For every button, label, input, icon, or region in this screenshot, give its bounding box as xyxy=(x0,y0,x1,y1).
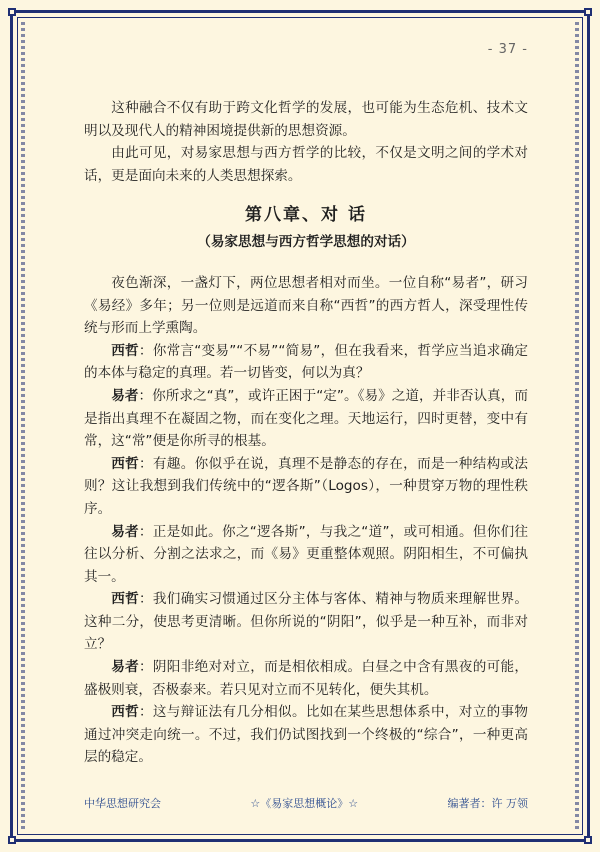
dialogue-text: ：有趣。你似乎在说，真理不是静态的存在，而是一种结构或法则？这让我想到我们传统中的“逻各斯”（Logos），一种贯穿万物的理性秩序。 xyxy=(84,455,529,517)
dialogue-text: ：正是如此。你之“逻各斯”，与我之“道”，或可相通。但你们往往以分析、分割之法求之，而《易》更重整体观照。阴阳相生，不可偏执其一。 xyxy=(84,523,529,585)
dialogue-text: ：你常言“变易”“不易”“简易”，但在我看来，哲学应当追求确定的本体与稳定的真理。若一切皆变，何以为真？ xyxy=(84,342,529,382)
dialogue-line xyxy=(84,385,528,453)
page-content xyxy=(84,97,528,769)
dialogue-text: ：我们确实习惯通过区分主体与客体、精神与物质来理解世界。这种二分，使思考更清晰。但你所说的“阴阳”，似乎是一种互补，而非对立？ xyxy=(84,591,529,653)
page-number: - 37 - xyxy=(487,42,528,57)
intro-paragraph-1: 这种融合不仅有助于跨文化哲学的发展，也可能为生态危机、技术文明以及现代人的精神困境提供新的思想资源。 xyxy=(84,100,528,139)
footer-author: 编著者：许 万领 xyxy=(447,797,528,810)
dialogue-line xyxy=(84,588,528,656)
dialogue-line xyxy=(84,340,528,385)
footer-organization: 中华思想研究会 xyxy=(84,797,161,810)
speaker-name: 西哲 xyxy=(111,455,139,472)
dialogue-line xyxy=(84,453,528,521)
dialogue-text: ：你所求之“真”，或许正困于“定”。《易》之道，并非否认真，而是指出真理不在凝固之物，而在变化之理。天地运行，四时更替，变中有常，这“常”便是你所寻的根基。 xyxy=(84,387,528,450)
speaker-name: 易者 xyxy=(111,523,139,540)
dialogue-line xyxy=(84,521,528,589)
corner-ornament-top-right xyxy=(584,8,592,16)
dialogue-text: ：阴阳非绝对对立，而是相依相成。白昼之中含有黑夜的可能，盛极则衰，否极泰来。若只见对立而不见转化，便失其机。 xyxy=(84,659,529,698)
speaker-name: 易者 xyxy=(111,659,139,676)
corner-ornament-top-left xyxy=(8,8,16,16)
border-pattern-left xyxy=(21,22,25,830)
corner-ornament-bottom-left xyxy=(8,836,16,844)
opening-paragraph: 夜色渐深，一盏灯下，两位思想者相对而坐。一位自称“易者”，研习《易经》多年；另一位则是远道而来自称“西哲”的西方哲人，深受理性传统与形而上学熏陶。 xyxy=(84,274,528,337)
speaker-name: 易者 xyxy=(111,387,139,404)
speaker-name: 西哲 xyxy=(111,342,139,359)
speaker-name: 西哲 xyxy=(111,591,139,608)
dialogue-text: ：这与辩证法有几分相似。比如在某些思想体系中，对立的事物通过冲突走向统一。不过，我们仍试图找到一个终极的“综合”，一种更高层的稳定。 xyxy=(84,704,529,766)
corner-ornament-bottom-right xyxy=(584,836,592,844)
border-pattern-right xyxy=(575,22,579,830)
page-footer xyxy=(84,795,528,811)
chapter-title: 第八章、对 话 xyxy=(245,205,367,226)
footer-book-title: ☆《易家思想概论》☆ xyxy=(250,797,359,810)
dialogue-line xyxy=(84,656,528,701)
intro-paragraph-2: 由此可见，对易家思想与西方哲学的比较，不仅是文明之间的学术对话，更是面向未来的人类思想探索。 xyxy=(84,145,528,184)
speaker-name: 西哲 xyxy=(111,704,139,721)
chapter-subtitle: （易家思想与西方哲学思想的对话） xyxy=(197,234,415,251)
dialogue-line xyxy=(84,701,528,769)
